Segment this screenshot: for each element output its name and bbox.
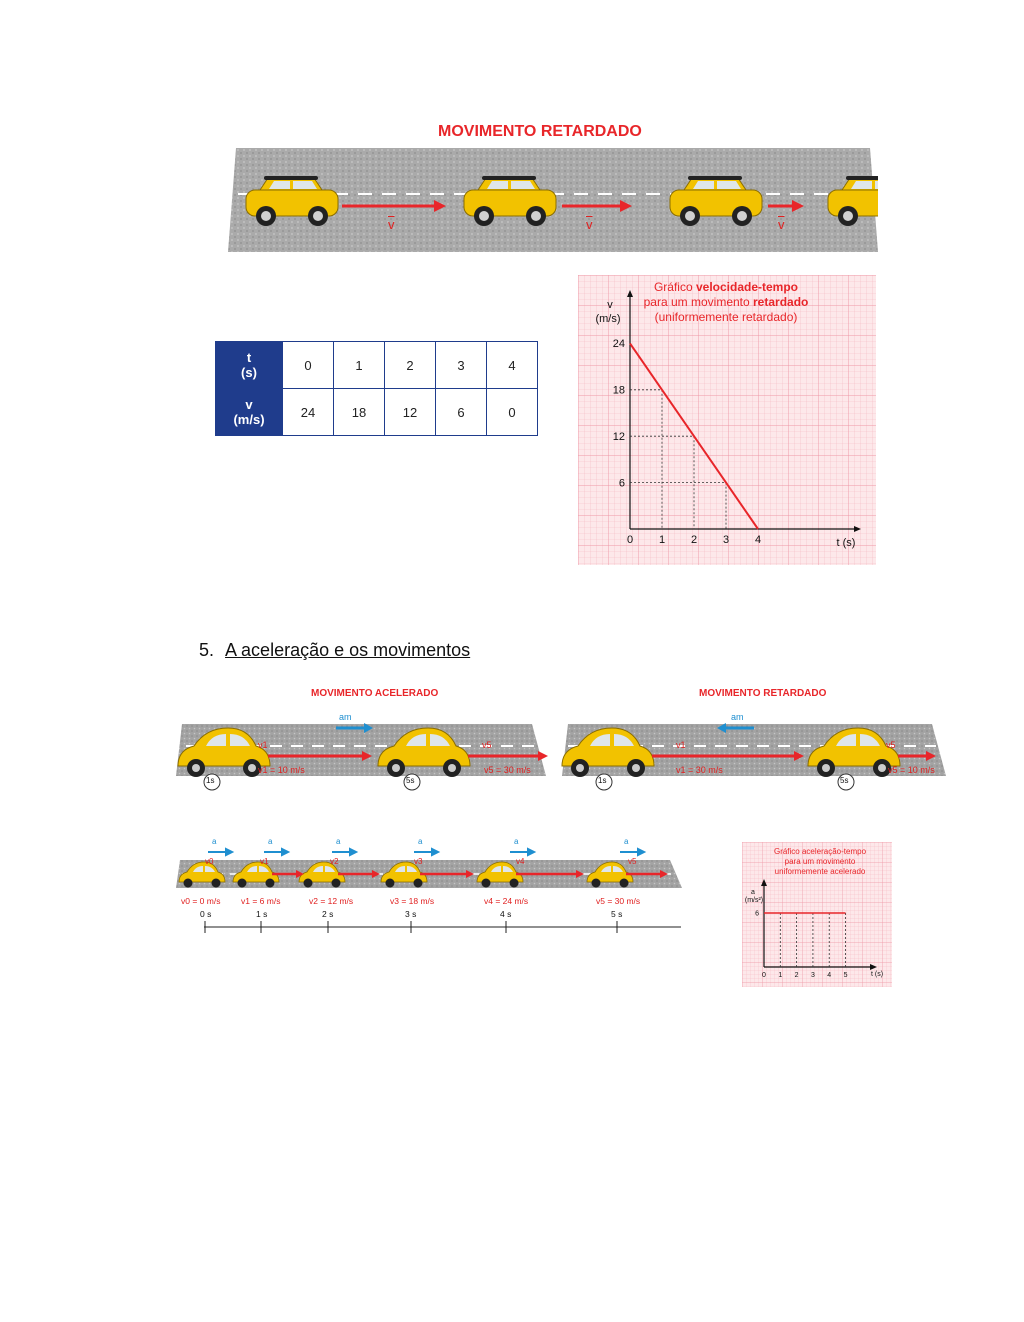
accelerated-title: MOVIMENTO ACELERADO: [311, 688, 439, 699]
t-cell: 3: [436, 342, 487, 389]
vt-x-tick-label: 1: [658, 534, 666, 546]
uniform-acceleration-strip: [176, 830, 686, 942]
strip-a-label-3: a: [418, 837, 423, 846]
strip-speed-1: v1 = 6 m/s: [241, 896, 281, 906]
at-xlabel: t (s): [870, 971, 884, 978]
strip-speed-5: v5 = 30 m/s: [596, 896, 641, 906]
v-cell: 24: [283, 389, 334, 436]
vt-title-line1: Gráfico velocidade-tempo: [653, 280, 799, 294]
vt-y-tick-label: 24: [612, 338, 625, 351]
acceleration-time-graph: [742, 842, 892, 987]
strip-speed-4: v4 = 24 m/s: [484, 896, 529, 906]
vt-ylabel-1: v: [607, 299, 613, 311]
at-title-1: Gráfico aceleração-tempo: [773, 847, 867, 856]
vt-x-tick-label: 3: [722, 534, 730, 546]
vt-xlabel: t (s): [836, 537, 856, 549]
at-y-tick-label: 6: [755, 910, 759, 918]
at-title-3: uniformemente acelerado: [774, 867, 866, 876]
strip-vec-1: v1: [260, 857, 269, 866]
strip-a-label-1: a: [268, 837, 273, 846]
strip-speed-0: v0 = 0 m/s: [181, 896, 221, 906]
strip-vec-0: v0: [205, 857, 214, 866]
vt-x-tick-label: 0: [626, 534, 634, 546]
retardado-strip-title: MOVIMENTO RETARDADO: [438, 123, 642, 140]
section-title: A aceleração e os movimentos: [225, 640, 471, 660]
section-number: 5.: [199, 640, 215, 660]
vt-title-line3: (uniformemente retardado): [654, 310, 798, 324]
tv-table: [215, 341, 538, 436]
vt-y-tick-label: 18: [612, 384, 625, 397]
retardado-road-scene: [228, 146, 878, 254]
table-row: [216, 389, 538, 436]
at-x-tick-label: 4: [827, 972, 832, 979]
strip-a-label-2: a: [336, 837, 341, 846]
vt-ylabel-2: (m/s): [595, 313, 621, 325]
strip-time-1: 1 s: [256, 909, 268, 919]
at-title-2: para um movimento: [784, 857, 856, 866]
accelerated-time5: 5s: [406, 776, 415, 785]
retarded2-v5-vector: v5: [886, 740, 896, 750]
at-x-tick-label: 1: [778, 972, 783, 979]
at-x-tick-label: 3: [810, 972, 815, 979]
strip-a-label-4: a: [514, 837, 519, 846]
v-cell: 6: [436, 389, 487, 436]
strip-speed-3: v3 = 18 m/s: [390, 896, 435, 906]
at-x-tick-label: 2: [794, 972, 799, 979]
v-cell: 0: [487, 389, 538, 436]
t-cell: 0: [283, 342, 334, 389]
strip-vec-2: v2: [330, 857, 339, 866]
at-x-tick-label: 0: [762, 972, 766, 979]
vt-title-line2: para um movimento retardado: [643, 295, 809, 309]
v-cell: 18: [334, 389, 385, 436]
retarded2-title: MOVIMENTO RETARDADO: [699, 688, 827, 699]
retarded2-time1: 1s: [598, 776, 607, 785]
accelerated-v1-vector: v1: [258, 740, 268, 750]
retarded2-v1-vector: v1: [676, 740, 686, 750]
retarded2-v1-text: v1 = 30 m/s: [676, 765, 723, 775]
strip-vec-3: v3: [414, 857, 423, 866]
strip-vec-5: v5: [628, 857, 637, 866]
strip-speed-2: v2 = 12 m/s: [309, 896, 354, 906]
at-x-tick-label: 5: [843, 972, 848, 979]
strip-vec-4: v4: [516, 857, 525, 866]
accelerated-time1: 1s: [206, 776, 215, 785]
at-ylabel-1: a: [751, 889, 755, 896]
strip-time-5: 5 s: [611, 909, 623, 919]
strip-time-2: 2 s: [322, 909, 334, 919]
t-cell: 1: [334, 342, 385, 389]
at-ylabel-2: (m/s²): [744, 897, 764, 904]
vt-x-tick-label: 2: [690, 534, 698, 546]
strip-a-label-5: a: [624, 837, 629, 846]
acceleration-scenes: [176, 700, 946, 800]
t-cell: 2: [385, 342, 436, 389]
velocity-time-graph: [578, 275, 876, 565]
strip-time-0: 0 s: [200, 909, 212, 919]
strip-time-3: 3 s: [405, 909, 417, 919]
vt-x-tick-label: 4: [754, 534, 762, 546]
v-header: v (m/s): [216, 389, 283, 436]
accelerated-am-label: am: [339, 712, 352, 722]
vt-y-tick-label: 6: [618, 477, 625, 490]
t-header: t (s): [216, 342, 283, 389]
table-row: [216, 342, 538, 389]
vt-y-tick-label: 12: [612, 430, 625, 443]
strip-time-4: 4 s: [500, 909, 512, 919]
strip-a-label-0: a: [212, 837, 217, 846]
t-cell: 4: [487, 342, 538, 389]
vector-label-2: $\overline{v}$: [586, 217, 593, 232]
retarded2-am-label: am: [731, 712, 744, 722]
accelerated-v5-vector: v5: [482, 740, 492, 750]
retarded2-v5-text: v5 = 10 m/s: [888, 765, 935, 775]
vector-label-3: $\overline{v}$: [778, 217, 785, 232]
vector-label-1: $\overline{v}$: [388, 217, 395, 232]
section-heading: [199, 640, 470, 661]
v-cell: 12: [385, 389, 436, 436]
retarded2-time5: 5s: [840, 776, 849, 785]
accelerated-v1-text: v1 = 10 m/s: [258, 765, 305, 775]
accelerated-v5-text: v5 = 30 m/s: [484, 765, 531, 775]
